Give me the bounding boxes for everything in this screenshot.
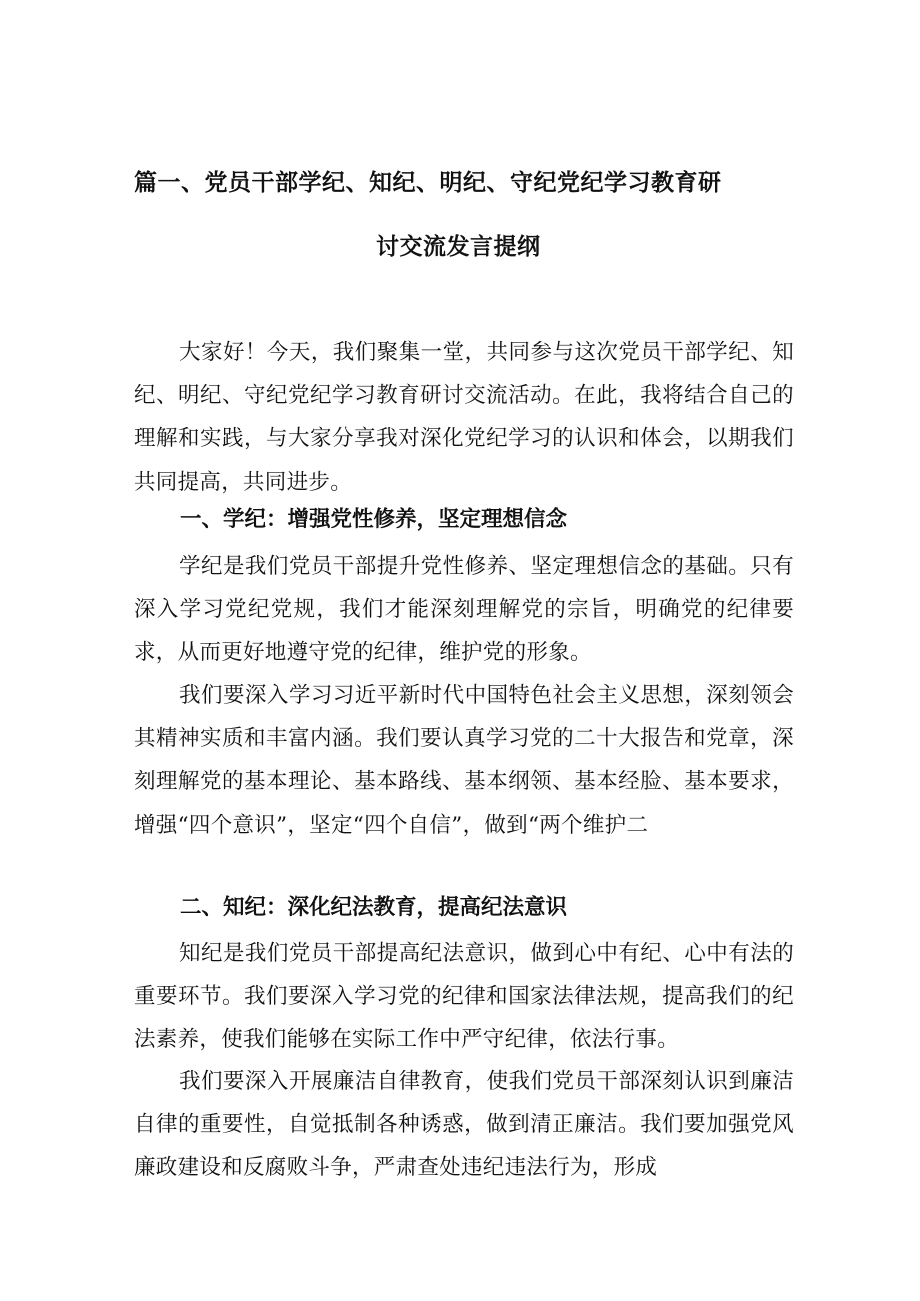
section-2-paragraph-1: 知纪是我们党员干部提高纪法意识，做到心中有纪、心中有法的重要环节。我们要深入学习党的纪律和国家法律法规，提高我们的纪法素养，使我们能够在实际工作中严守纪律，依法行事。 xyxy=(134,941,794,1053)
section-1-paragraph-1: 学纪是我们党员干部提升党性修养、坚定理想信念的基础。只有深入学习党纪党规，我们才能深刻理解党的宗旨，明确党的纪律要求，从而更好地遵守党的纪律，维护党的形象。 xyxy=(134,554,794,666)
intro-paragraph: 大家好！今天，我们聚集一堂，共同参与这次党员干部学纪、知纪、明纪、守纪党纪学习教育研讨交流活动。在此，我将结合自己的理解和实践，与大家分享我对深化党纪学习的认识和体会，以期我们共同提高，共同进步。 xyxy=(134,340,794,495)
document-title-line-1: 篇一、党员干部学纪、知纪、明纪、守纪党纪学习教育研 xyxy=(134,170,722,196)
section-1-heading: 一、学纪：增强党性修养，坚定理想信念 xyxy=(180,507,568,532)
section-2-heading: 二、知纪：深化纪法教育，提高纪法意识 xyxy=(180,895,568,920)
section-2-paragraph-2: 我们要深入开展廉洁自律教育，使我们党员干部深刻认识到廉洁自律的重要性，自觉抵制各种诱惑，做到清正廉洁。我们要加强党风廉政建设和反腐败斗争，严肃查处违纪违法行为，形成 xyxy=(134,1069,794,1181)
section-1-paragraph-2: 我们要深入学习习近平新时代中国特色社会主义思想，深刻领会其精神实质和丰富内涵。我们要认真学习党的二十大报告和党章，深刻理解党的基本理论、基本路线、基本纲领、基本经脸、基本要求，增强“四个意识”，坚定“四个自信”，做到“两个维护二 xyxy=(134,683,794,838)
document-title-line-2: 讨交流发言提纲 xyxy=(376,234,541,260)
